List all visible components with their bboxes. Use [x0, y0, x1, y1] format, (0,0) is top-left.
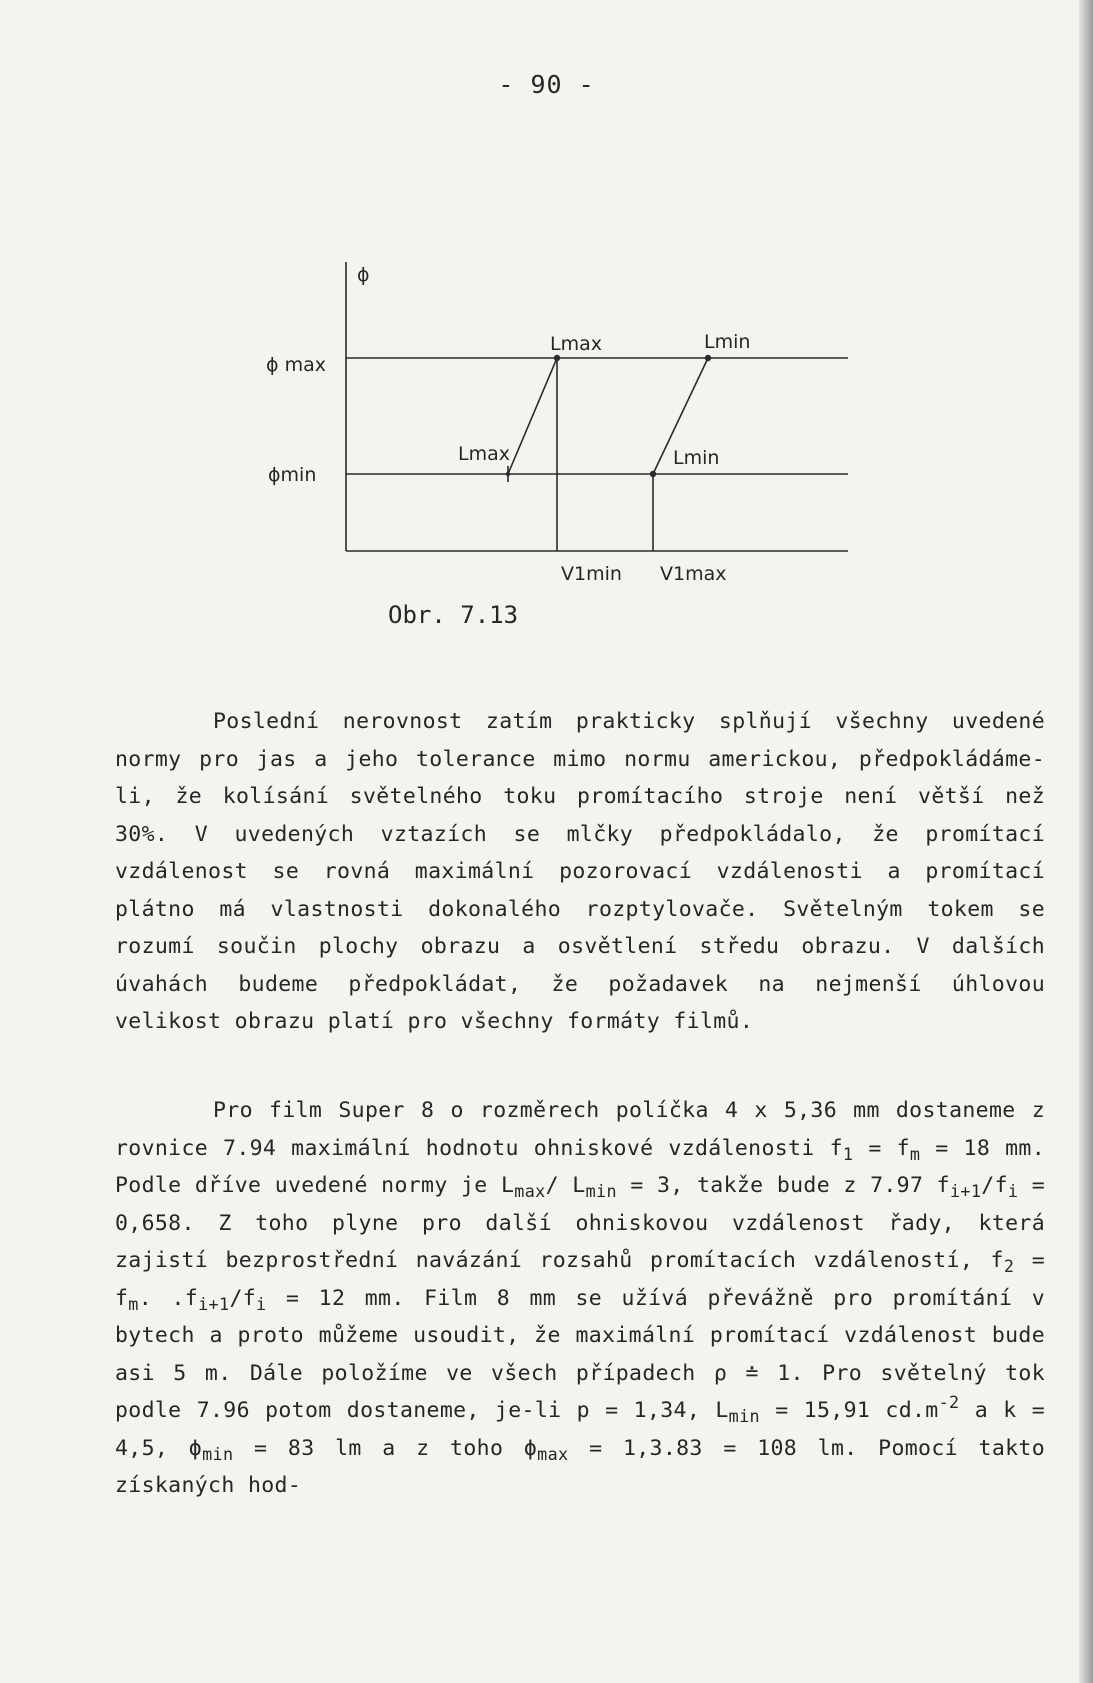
p2-superscript: -2	[938, 1391, 960, 1412]
p2-text: = 18 mm. Podle dříve uvedené normy je L	[115, 1135, 1045, 1198]
page-number: - 90 -	[498, 70, 595, 99]
p2-subscript: i	[1007, 1181, 1019, 1202]
p2-subscript: max	[537, 1443, 569, 1464]
p2-subscript: min	[202, 1443, 234, 1464]
p2-subscript: min	[585, 1181, 617, 1202]
lmax-top-dot	[554, 355, 560, 361]
lmax-top-label: Lmax	[550, 333, 602, 355]
lmax-slope-line	[508, 358, 557, 474]
p2-text: / L	[545, 1173, 586, 1198]
p2-subscript: m	[128, 1293, 139, 1314]
figure-diagram	[0, 0, 1093, 660]
p2-subscript: i	[256, 1293, 267, 1314]
v1min-label: V1min	[561, 563, 622, 585]
p2-subscript: max	[514, 1181, 546, 1202]
figure-7-13	[0, 0, 1093, 660]
p2-subscript: 1	[842, 1143, 854, 1164]
lmin-bottom-dot	[650, 471, 656, 477]
p2-text: = f	[115, 1248, 1045, 1311]
figure-caption: Obr. 7.13	[388, 601, 519, 629]
p2-text: /f	[981, 1173, 1008, 1198]
lmax-bottom-label: Lmax	[458, 443, 510, 465]
p2-text: /f	[229, 1285, 257, 1311]
p2-subscript: i+1	[949, 1181, 982, 1202]
p2-text: = 12 mm. Film 8 mm se užívá převážně pro promítání v bytech a proto můžeme usoudit, že maximální promítací vzdálenost bude asi 5 m. Dále položíme ve všech případech ρ ≐ 1. Pro světelný tok podle 7.96 potom dostaneme, je-li p = 1,34, L	[115, 1285, 1045, 1423]
lmin-top-dot	[705, 355, 711, 361]
p2-text: a k = 4,5, ϕ	[115, 1398, 1046, 1461]
p2-subscript: min	[728, 1406, 760, 1427]
paragraph-2	[115, 1092, 1045, 1505]
lmin-bottom-label: Lmin	[673, 447, 720, 469]
lmin-top-label: Lmin	[704, 331, 751, 353]
p2-text: = 1,3.83 = 108 lm. Pomocí takto získaných hod-	[115, 1435, 1045, 1498]
v1max-label: V1max	[660, 563, 727, 585]
p2-text: = 15,91 cd.m	[759, 1398, 939, 1423]
p2-subscript: 2	[1003, 1256, 1015, 1277]
p2-subscript: m	[909, 1143, 921, 1164]
p2-text: = 0,658. Z toho plyne pro další ohniskovou vzdálenost řady, která zajistí bezprostřední navázání rozsahů promítacích vzdáleností, f	[115, 1173, 1046, 1273]
p2-subscript: i+1	[198, 1293, 230, 1314]
p2-text: = 83 lm a z toho ϕ	[233, 1435, 538, 1461]
p2-text: = f	[853, 1135, 910, 1161]
p2-text: = 3, takže bude z 7.97 f	[616, 1173, 950, 1198]
p2-text: Pro film Super 8 o rozměrech políčka 4 x 5,36 mm dostaneme z rovnice 7.94 maximální hodnotu ohniskové vzdálenosti f	[115, 1098, 1045, 1161]
p2-text: . .f	[138, 1285, 199, 1311]
y-axis-label: ϕ	[357, 264, 370, 286]
paragraph-1: Poslední nerovnost zatím prakticky splňují všechny uvedené normy pro jas a jeho tolerance mimo normu americkou, předpokládáme-li, že kolísání světelného toku promítacího stroje není větší než 30%. V uvedených vztazích se mlčky předpokládalo, že promítací vzdálenost se rovná maximální pozorovací vzdálenosti a promítací plátno má vlastnosti dokonalého rozptylovače. Světelným tokem se rozumí součin plochy obrazu a osvětlení středu obrazu. V dalších úvahách budeme předpokládat, že požadavek na nejmenší úhlovou velikost obrazu platí pro všechny formáty filmů.	[115, 709, 1045, 1034]
lmax-bottom-dot	[506, 472, 510, 476]
phi-min-label: ϕmin	[268, 464, 317, 486]
phi-max-label: ϕ max	[266, 354, 326, 376]
